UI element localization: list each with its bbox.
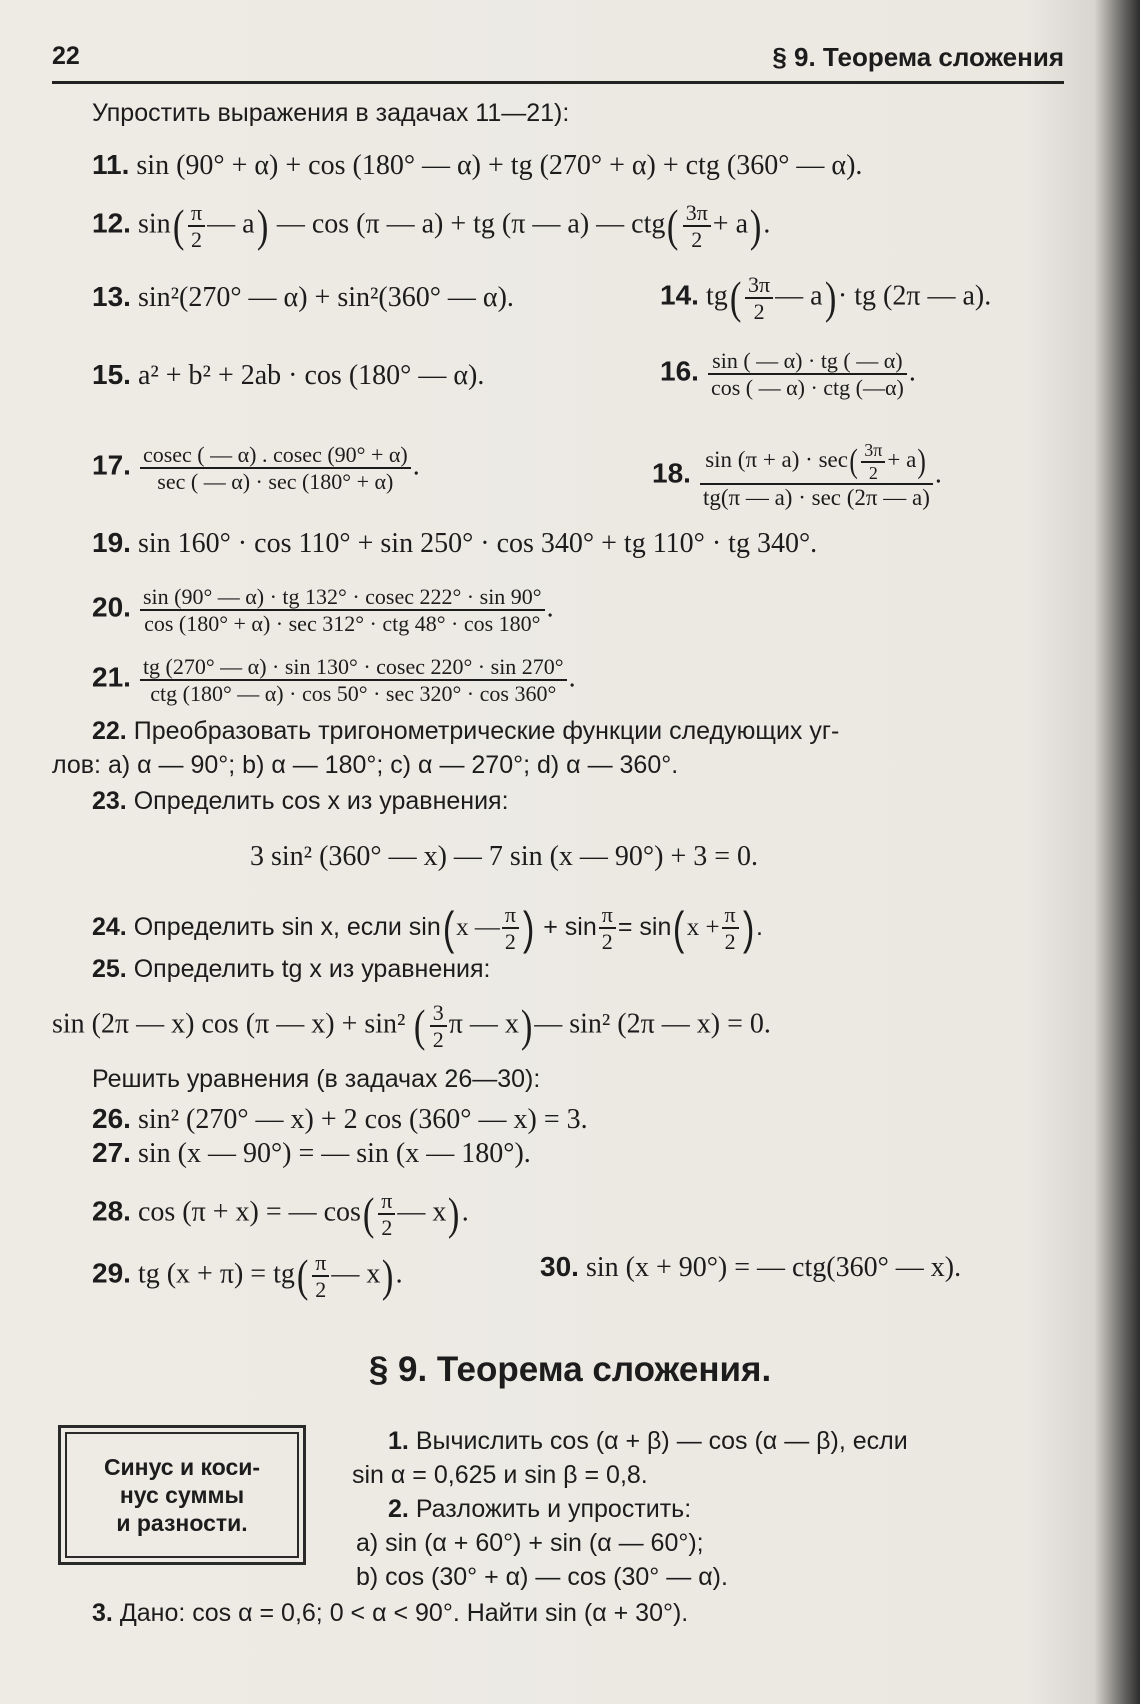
denominator: 2 (504, 929, 516, 955)
expr-part: = sin (617, 912, 672, 941)
expr-part: x — (456, 913, 500, 941)
header-rule (52, 81, 1064, 84)
paren-right: ) (256, 200, 268, 252)
fraction (502, 902, 519, 955)
problem-expression: sin (90° + α) + cos (180° — α) + tg (270° + α) + ctg (360° — α). (136, 150, 863, 181)
expr-end: . (934, 458, 942, 490)
problem-text: Разложить и упростить: (415, 1495, 692, 1523)
problem-15 (92, 358, 484, 393)
expr-part: tg (x + π) = tg (137, 1258, 295, 1290)
paren-right: ) (522, 902, 535, 955)
expr-end: . (568, 662, 576, 694)
sidebox-text (65, 1432, 299, 1558)
denominator: sec ( — α) · sec (180° + α) (157, 469, 394, 495)
problem-23-equation: 3 sin² (360° — x) — 7 sin (x — 90°) + 3 = 0. (250, 841, 759, 872)
expr-part: — a (207, 208, 255, 240)
problem-23 (92, 784, 509, 818)
problem-11 (92, 148, 862, 183)
problem-number: 15. (92, 359, 131, 390)
expr-part: x + (686, 913, 720, 941)
fraction (430, 1000, 447, 1053)
expr-end: . (395, 1258, 403, 1290)
numerator: sin ( — α) · tg ( — α) (708, 348, 907, 375)
expr-part: + a (712, 208, 749, 240)
section-problem-2 (388, 1492, 691, 1526)
problem-expression: sin²(270° — α) + sin²(360° — α). (137, 282, 514, 313)
problem-22-line-1 (92, 714, 839, 748)
paren-left: ( (442, 902, 455, 955)
problem-number: 24. (92, 912, 127, 941)
numerator: π (188, 200, 205, 227)
fraction (599, 902, 616, 955)
section-problem-1-line-2: sin α = 0,625 и sin β = 0,8. (352, 1461, 648, 1489)
numerator: 3π (683, 200, 711, 227)
problem-number: 20. (92, 591, 131, 623)
problem-26 (92, 1102, 588, 1137)
expr-part: Определить sin x, если sin (133, 912, 441, 941)
problem-17 (92, 442, 420, 495)
denominator: 2 (315, 1277, 327, 1303)
expr-part: cos (π + x) = — cos (137, 1196, 361, 1228)
problem-number: 16. (660, 355, 699, 387)
problem-number: 22. (92, 717, 127, 745)
paren-right: ) (749, 200, 762, 252)
expr-part: sin (π + a) · sec (705, 446, 848, 472)
expr-end: . (763, 208, 771, 240)
fraction (700, 440, 933, 512)
problem-number: 13. (92, 281, 131, 312)
fraction (140, 584, 545, 637)
problem-number: 14. (660, 279, 699, 311)
problem-expression: sin (x + 90°) = — ctg(360° — x). (585, 1252, 962, 1283)
problem-12 (92, 200, 770, 253)
denominator: 2 (724, 929, 736, 955)
paren-left: ( (172, 200, 185, 252)
problem-expression: sin 160° · cos 110° + sin 250° · cos 340° + tg 110° · tg 340°. (137, 528, 818, 559)
problem-number: 28. (92, 1195, 131, 1227)
problem-25 (92, 952, 490, 986)
numerator: cosec ( — α) . cosec (90° + α) (140, 442, 411, 469)
problem-22-line-2: лов: a) α — 90°; b) α — 180°; c) α — 270°; d) α — 360°. (52, 751, 679, 779)
expr-part: + sin (543, 912, 597, 941)
fraction (722, 902, 739, 955)
problem-number: 29. (92, 1257, 131, 1289)
numerator: sin (90° — α) · tg 132° · cosec 222° · sin 90° (140, 584, 545, 611)
problem-number: 26. (92, 1103, 131, 1134)
fraction (708, 348, 907, 401)
expr-part: — sin² (2π — x) = 0. (534, 1008, 771, 1040)
expr-part: π — x (448, 1008, 519, 1040)
problem-number: 18. (652, 457, 691, 489)
problem-16 (660, 348, 916, 401)
numerator (700, 440, 933, 485)
problem-18 (652, 440, 942, 512)
problem-24 (92, 902, 763, 955)
intro-text-1: Упростить выражения в задачах 11—21): (92, 99, 570, 127)
numerator: tg (270° — α) · sin 130° · cosec 220° · sin 270° (140, 654, 567, 681)
expr-end: . (461, 1196, 469, 1228)
page-number: 22 (52, 42, 80, 70)
expr-end: . (755, 912, 763, 941)
problem-30 (540, 1250, 961, 1285)
paren-right: ) (382, 1250, 394, 1302)
paren-left: ( (414, 1000, 426, 1052)
expr-end: . (412, 450, 420, 482)
denominator: 2 (432, 1027, 444, 1053)
paren-left: ( (729, 272, 742, 324)
denominator: 2 (868, 462, 878, 483)
problem-number: 17. (92, 449, 131, 481)
problem-number: 11. (92, 149, 130, 180)
denominator: 2 (381, 1215, 393, 1241)
problem-number: 3. (92, 1599, 113, 1627)
problem-number: 25. (92, 955, 127, 983)
expr-part: sin (137, 208, 171, 240)
denominator: 2 (601, 929, 613, 955)
problem-number: 2. (388, 1495, 409, 1523)
numerator: π (722, 902, 739, 929)
denominator: ctg (180° — α) · cos 50° · sec 320° · cos 360° (150, 681, 557, 707)
problem-expression: sin² (270° — x) + 2 cos (360° — x) = 3. (137, 1104, 588, 1135)
paren-left: ( (362, 1188, 375, 1240)
intro-text-2: Решить уравнения (в задачах 26—30): (92, 1065, 541, 1093)
expr-part: sin (2π — x) cos (π — x) + sin² (52, 1008, 406, 1040)
problem-13 (92, 280, 514, 315)
numerator: π (502, 902, 519, 929)
problem-number: 19. (92, 527, 131, 558)
fraction (378, 1188, 395, 1241)
page-header (52, 38, 1064, 86)
fraction (188, 200, 205, 253)
expr-part: tg (705, 280, 728, 312)
expr-part: — a (775, 280, 823, 312)
problem-text: Преобразовать тригонометрические функции следующих уг- (133, 717, 840, 745)
numerator: π (312, 1250, 329, 1277)
paren-right: ) (742, 902, 755, 955)
paren-left: ( (296, 1250, 309, 1302)
denominator: 2 (753, 299, 765, 325)
fraction (861, 440, 885, 483)
paren-right: ) (520, 1000, 533, 1052)
fraction (140, 654, 567, 707)
problem-text: Определить cos x из уравнения: (133, 787, 509, 815)
denominator: cos ( — α) · ctg (—α) (710, 375, 904, 401)
fraction (140, 442, 411, 495)
denominator: 2 (691, 227, 703, 253)
problem-number: 1. (388, 1427, 409, 1455)
section-problem-3 (92, 1596, 688, 1630)
sidebox (58, 1425, 306, 1565)
problem-number: 21. (92, 661, 131, 693)
numerator: π (378, 1188, 395, 1215)
problem-text: Определить tg x из уравнения: (133, 955, 491, 983)
problem-number: 30. (540, 1251, 579, 1282)
problem-25-equation (52, 1000, 771, 1053)
numerator: 3π (745, 272, 773, 299)
denominator: cos (180° + α) · sec 312° · ctg 48° · cos 180° (144, 611, 541, 637)
denominator: tg(π — a) · sec (2π — a) (702, 485, 930, 511)
problem-text: Дано: cos α = 0,6; 0 < α < 90°. Найти sin (α + 30°). (119, 1599, 689, 1627)
problem-expression: sin (x — 90°) = — sin (x — 180°). (137, 1138, 531, 1169)
problem-27 (92, 1136, 531, 1171)
problem-text: Вычислить cos (α + β) — cos (α — β), если (415, 1427, 908, 1455)
sidebox-line: Синус и коси- (103, 1454, 261, 1480)
problem-number: 12. (92, 207, 131, 239)
problem-14 (660, 272, 991, 325)
section-problem-1-line-1 (388, 1424, 908, 1458)
fraction (312, 1250, 329, 1303)
paren-right: ) (917, 442, 927, 480)
paren-right: ) (824, 272, 837, 324)
problem-28 (92, 1188, 469, 1241)
numerator: π (599, 902, 616, 929)
fraction (683, 200, 711, 253)
section-problem-2-a: a) sin (α + 60°) + sin (α — 60°); (356, 1529, 704, 1557)
paren-left: ( (667, 200, 679, 252)
fraction (745, 272, 773, 325)
expr-end: . (908, 356, 916, 388)
paren-right: ) (448, 1188, 460, 1240)
problem-expression: a² + b² + 2ab · cos (180° — α). (137, 360, 485, 391)
denominator: 2 (191, 227, 202, 253)
problem-number: 23. (92, 787, 127, 815)
paren-left: ( (673, 902, 685, 955)
problem-21 (92, 654, 576, 707)
paren-left: ( (849, 442, 858, 480)
section-title: § 9. Теорема сложения. (368, 1350, 772, 1389)
expr-part: + a (887, 446, 917, 472)
section-problem-2-b: b) cos (30° + α) — cos (30° — α). (356, 1563, 728, 1591)
expr-part: — x (331, 1258, 381, 1290)
numerator: 3π (861, 440, 885, 463)
expr-part: — x (397, 1196, 447, 1228)
sidebox-line: и разности. (116, 1510, 248, 1536)
problem-19 (92, 526, 817, 561)
expr-part: — cos (π — a) + tg (π — a) — ctg (276, 208, 666, 240)
numerator: 3 (430, 1000, 447, 1027)
running-head: § 9. Теорема сложения (772, 42, 1064, 72)
sidebox-line: нус суммы (119, 1482, 245, 1508)
problem-29 (92, 1250, 403, 1303)
expr-end: . (546, 592, 554, 624)
problem-number: 27. (92, 1137, 131, 1168)
problem-20 (92, 584, 554, 637)
expr-part: · tg (2π — a). (837, 280, 992, 312)
